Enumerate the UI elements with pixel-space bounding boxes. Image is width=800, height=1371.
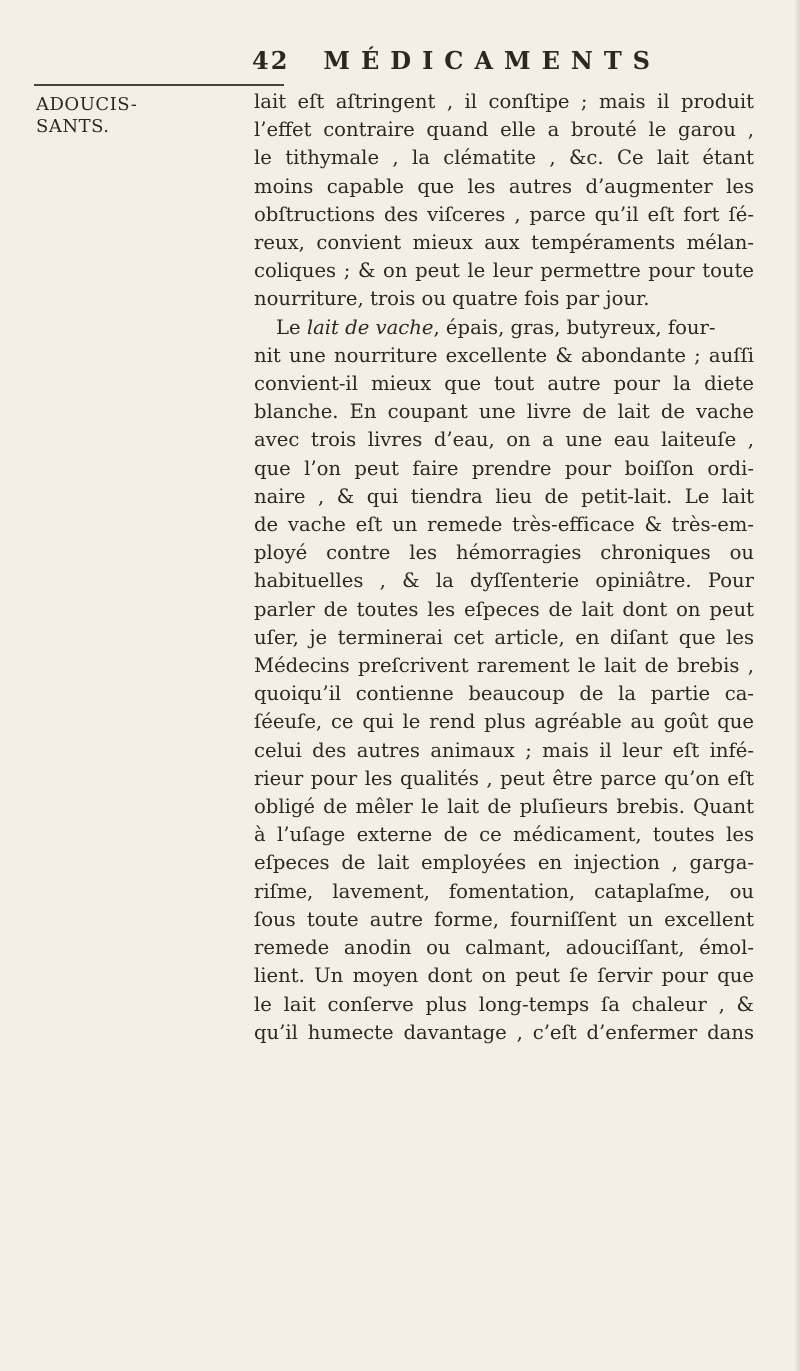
text-line: quoiqu’il contienne beaucoup de la partie ca- xyxy=(254,682,754,706)
text-line: à l’uſage externe de ce médicament, toutes les xyxy=(254,823,754,847)
text-line: eſpeces de lait employées en injection , garga- xyxy=(254,851,754,875)
running-head xyxy=(252,46,661,75)
text-line: habituelles , & la dyſſenterie opiniâtre. Pour xyxy=(254,569,754,593)
text-line: reux, convient mieux aux tempéraments mélan- xyxy=(254,231,754,255)
text-line: riſme, lavement, fomentation, cataplaſme, ou xyxy=(254,879,754,903)
text-line: celui des autres animaux ; mais il leur eſt infé- xyxy=(254,738,754,762)
header-rule xyxy=(34,84,284,86)
text-line: coliques ; & on peut le leur permettre pour toute xyxy=(254,259,754,283)
page-number: 42 xyxy=(252,46,290,75)
text-line: parler de toutes les eſpeces de lait dont on peut xyxy=(254,597,754,621)
text-line: le tithymale , la clématite , &c. Ce lait étant xyxy=(254,146,754,170)
text-line: lient. Un moyen dont on peut ſe ſervir pour que xyxy=(254,964,754,988)
text-line: avec trois livres d’eau, on a une eau laiteuſe , xyxy=(254,428,754,452)
text-line: nourriture, trois ou quatre fois par jour. xyxy=(254,287,650,311)
body-text xyxy=(254,88,754,1047)
italic-term: lait de vache xyxy=(306,315,434,339)
text-line: obligé de mêler le lait de pluſieurs brebis. Quant xyxy=(254,795,754,819)
text-line xyxy=(254,314,754,342)
text-line: ployé contre les hémorragies chroniques ou xyxy=(254,541,754,565)
text-line: obſtructions des viſceres , parce qu’il eſt fort ſé- xyxy=(254,202,754,226)
text-run: , épais, gras, butyreux, four- xyxy=(433,315,716,339)
text-line: qu’il humecte davantage , c’eſt d’enfermer dans xyxy=(254,1020,754,1044)
text-line: l’effet contraire quand elle a brouté le garou , xyxy=(254,118,754,142)
margin-note-line: ADOUCIS- xyxy=(36,94,138,115)
running-title: MÉDICAMENTS xyxy=(323,46,662,75)
text-line: de vache eſt un remede très-efficace & très-em- xyxy=(254,513,754,537)
text-line: blanche. En coupant une livre de lait de vache xyxy=(254,400,754,424)
text-line: que l’on peut faire prendre pour boiſſon ordi- xyxy=(254,456,754,480)
text-line: rieur pour les qualités , peut être parce qu’on eſt xyxy=(254,766,754,790)
text-line: ſéeuſe, ce qui le rend plus agréable au goût que xyxy=(254,710,754,734)
text-line: remede anodin ou calmant, adouciſſant, émol- xyxy=(254,936,754,960)
text-line: nit une nourriture excellente & abondante ; auſſi xyxy=(254,343,754,367)
page-edge xyxy=(794,0,800,1371)
text-line: moins capable que les autres d’augmenter les xyxy=(254,174,754,198)
text-run: Le xyxy=(276,315,301,339)
text-line: le lait conſerve plus long-temps ſa chaleur , & xyxy=(254,992,754,1016)
margin-note-line: SANTS. xyxy=(36,116,110,137)
text-line: convient-il mieux que tout autre pour la diete xyxy=(254,372,754,396)
text-line: naire , & qui tiendra lieu de petit-lait. Le lait xyxy=(254,484,754,508)
text-line: lait eſt aſtringent , il conſtipe ; mais il produit xyxy=(254,90,754,113)
text-line: Médecins preſcrivent rarement le lait de brebis , xyxy=(254,654,754,678)
text-line: ſous toute autre forme, fourniſſent un excellent xyxy=(254,907,754,931)
text-line: uſer, je terminerai cet article, en diſant que les xyxy=(254,625,754,649)
margin-note xyxy=(36,94,138,138)
